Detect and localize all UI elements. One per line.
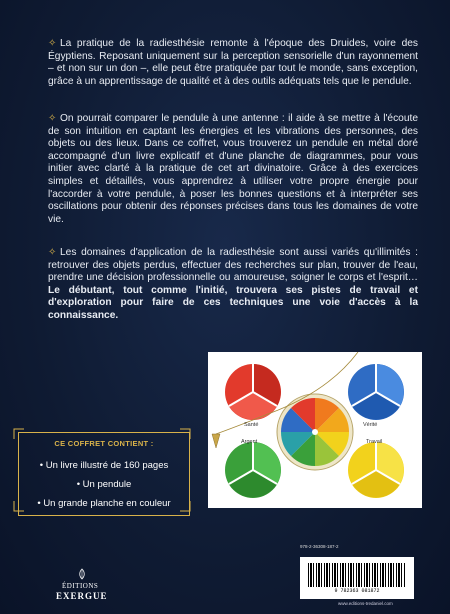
label-argent: Argent xyxy=(241,439,258,445)
box-item-chart: • Un grande planche en couleur xyxy=(37,498,171,509)
diamond-bullet-icon: ✧ xyxy=(48,113,57,124)
box-contents xyxy=(10,425,194,515)
paragraph-applications xyxy=(48,247,418,323)
publisher-logo-icon xyxy=(76,568,88,580)
publisher-line1: ÉDITIONS xyxy=(62,582,99,590)
label-verite: Vérité xyxy=(363,422,378,428)
diamond-bullet-icon: ✧ xyxy=(48,38,57,49)
paragraph-applications-bold: Le débutant, tout comme l'initié, trouvera ses pistes de travail et d'exploration pour faire de ces techniques une voie d'accès à la connaissance. xyxy=(48,284,418,321)
barcode-number: 9 782363 081872 xyxy=(334,588,380,594)
isbn-text: 978-2-36308-187-2 xyxy=(300,544,339,549)
label-travail: Travail xyxy=(366,439,383,445)
diagram-graphic xyxy=(208,352,422,508)
diamond-bullet-icon: ✧ xyxy=(48,247,57,258)
paragraph-pendulum-text: On pourrait comparer le pendule à une antenne : il aide à se mettre à l'écoute de son intuition en captant les énergies et les vibrations des personnes, des objets ou des lieux. Dans ce coffret, vous trouverez un pendule en métal doré accompagné d'un livre explicatif et d'une planche de diagrammes, pour vous initier avec clarté à la pratique de cet art divinatoire. Grâce à des exercices simples et détaillés, vous apprendrez à utiliser votre propre énergie pour l'accorder à votre pendule, à poser les bonnes questions et à interpréter ses oscillations pour obtenir des réponses précises dans tous les domaines de votre vie. xyxy=(48,113,418,225)
paragraph-applications-text: Les domaines d'application de la radiesthésie sont aussi variés qu'illimités : retrouver des objets perdus, effectuer des recherches sur plan, trouver de l'eau, prendre une décision professionnelle ou amoureuse, soigner le corps et l'esprit… xyxy=(48,247,418,284)
publisher-line2: EXERGUE xyxy=(56,591,108,601)
barcode xyxy=(300,557,414,599)
box-frame xyxy=(18,432,190,516)
paragraph-intro-text: La pratique de la radiesthésie remonte à l'époque des Druides, voire des Égyptiens. Reposant uniquement sur la perception sensorielle d'un rayonnement – et non sur un don –, elle peut être pratiquée par tout le monde, sans exception, grâce à un apprentissage de qualité et à des outils adéquats tels que le pendule. xyxy=(48,38,418,87)
label-sante: Santé xyxy=(244,422,259,428)
barcode-bars-icon xyxy=(308,563,406,587)
pendulum-diagram xyxy=(208,352,422,508)
box-item-pendulum: • Un pendule xyxy=(76,479,132,490)
box-item-book: • Un livre illustré de 160 pages xyxy=(39,460,169,471)
pendulum-weight-icon xyxy=(212,434,220,448)
box-title: CE COFFRET CONTIENT : xyxy=(54,439,154,448)
circle-sante xyxy=(225,364,281,420)
circle-travail xyxy=(348,442,404,498)
website-text: www.editions-tredaniel.com xyxy=(338,601,393,606)
paragraph-intro xyxy=(48,38,418,88)
circle-argent xyxy=(225,442,281,498)
circle-verite xyxy=(348,364,404,420)
paragraph-pendulum xyxy=(48,113,418,226)
